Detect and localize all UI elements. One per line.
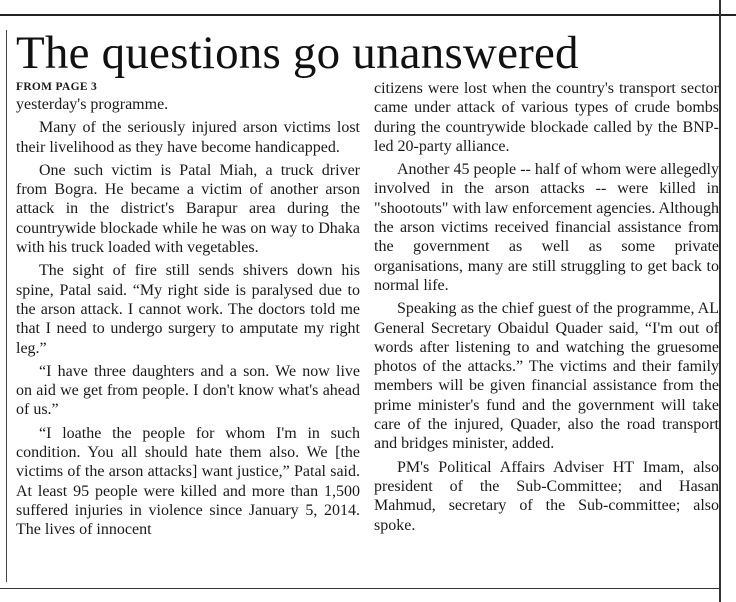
article-column-left bbox=[16, 80, 360, 540]
right-edge-rule bbox=[719, 0, 721, 602]
paragraph: “I loathe the people for whom I'm in such condition. You all should hate them also. We [the victims of the arson attacks] want justice,” Patal said. At least 95 people were killed and more than 1,500 suffered injuries in violence since January 5, 2014. The lives of innocent bbox=[16, 424, 360, 539]
paragraph: Another 45 people -- half of whom were allegedly involved in the arson attacks -- were killed in "shootouts" with law enforcement agencies. Although the arson victims received financial assistance from the government as well as some private organisations, many are still struggling to get back to normal life. bbox=[374, 161, 719, 294]
article-headline: The questions go unanswered bbox=[16, 27, 579, 79]
paragraph: Speaking as the chief guest of the programme, AL General Secretary Obaidul Quader said, “I'm out of words after listening to and watching the gruesome photos of the attacks.” The victims and their family members will be given financial assistance from the prime minister's fund and the government will take care of the injured, Quader, also the road transport and bridges minister, added. bbox=[374, 300, 719, 453]
paragraph: Many of the seriously injured arson victims lost their livelihood as they have become handicapped. bbox=[16, 119, 360, 156]
paragraph: PM's Political Affairs Adviser HT Imam, also president of the Sub-Committee; and Hasan Mahmud, secretary of the Sub-committee; also spoke. bbox=[374, 458, 719, 534]
paragraph: citizens were lost when the country's transport sector came under attack of various types of crude bombs during the countrywide blockade called by the BNP-led 20-party alliance. bbox=[374, 80, 719, 155]
article-column-right bbox=[374, 79, 719, 535]
paragraph: yesterday's programme. bbox=[16, 96, 169, 113]
top-page-strip bbox=[0, 0, 736, 20]
jump-kicker: FROM PAGE 3 bbox=[16, 81, 98, 93]
paragraph: One such victim is Patal Miah, a truck driver from Bogra. He became a victim of another arson attack in the district's Barapur area during the countrywide blockade while he was on way to Dhaka with his truck loaded with vegetables. bbox=[16, 161, 360, 257]
paragraph: The sight of fire still sends shivers down his spine, Patal said. “My right side is paralysed due to the arson attack. I cannot work. The doctors told me that I need to undergo surgery to amputate my right leg.” bbox=[16, 262, 360, 357]
top-rule bbox=[0, 14, 736, 16]
left-column-rule bbox=[6, 30, 7, 582]
paragraph: “I have three daughters and a son. We now live on aid we get from people. I don't know what's ahead of us.” bbox=[16, 362, 360, 419]
bottom-rule bbox=[0, 588, 720, 589]
